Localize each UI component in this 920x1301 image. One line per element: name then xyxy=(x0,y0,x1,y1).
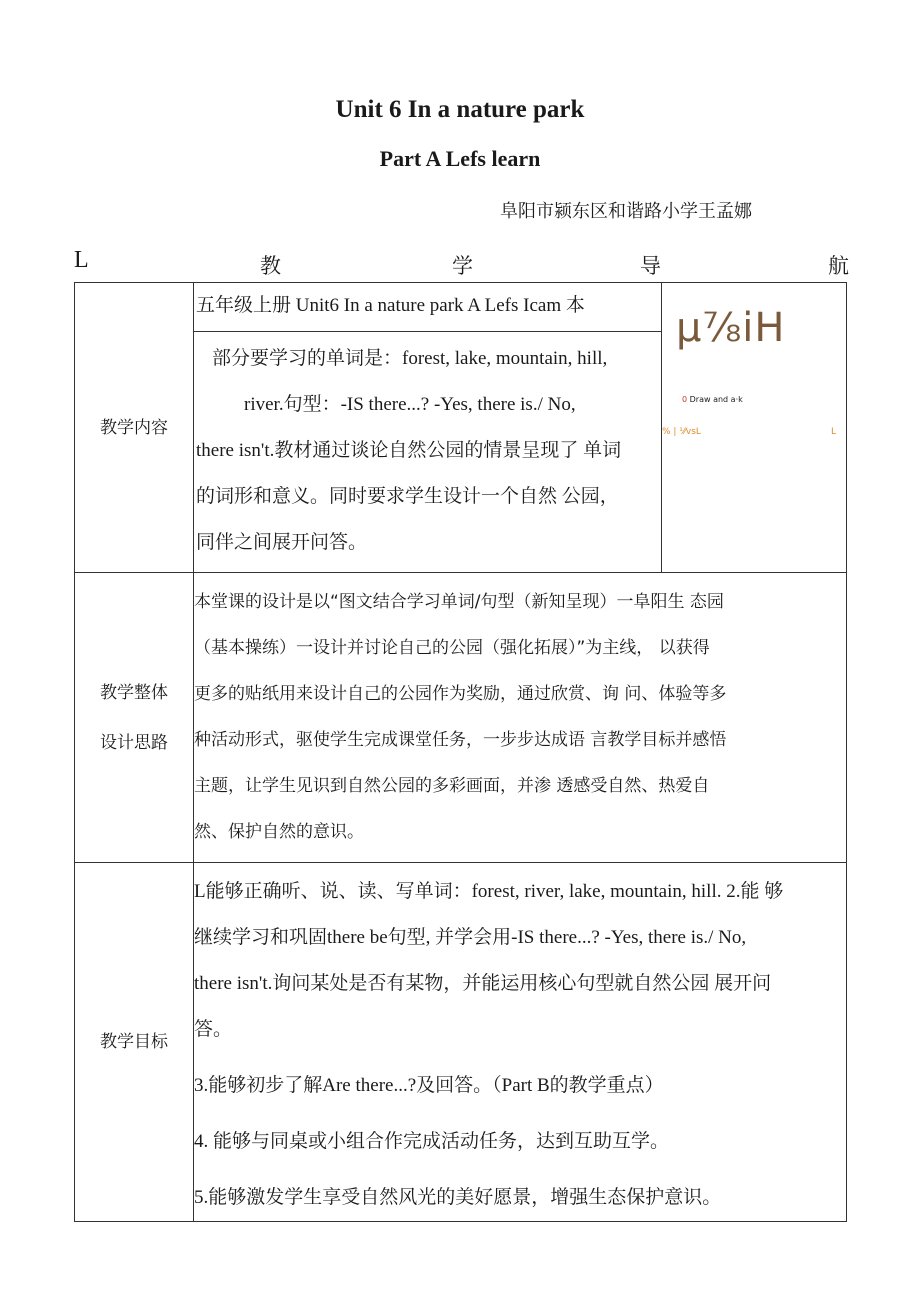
image-foot-left: % | ⅟⁄vsL xyxy=(662,427,701,437)
author-line: 阜阳市颍东区和谐路小学王孟娜 xyxy=(500,201,752,222)
goal-line: 继续学习和巩固there be句型, 并学会用-IS there...? -Yes, there is./ No, xyxy=(194,927,747,948)
page-title: Unit 6 In a nature park xyxy=(335,96,585,123)
goal-item-3: 3.能够初步了解Are there...?及回答。（Part B的教学重点） xyxy=(194,1075,664,1096)
row-label-goals: 教学目标 xyxy=(75,863,194,1222)
content-top-line: 五年级上册 Unit6 In a nature park A Lefs Icam 本 xyxy=(194,283,661,332)
design-line: 然、保护自然的意识。 xyxy=(194,822,364,842)
table-row-goals xyxy=(75,863,847,1222)
nav-mark: L xyxy=(74,247,89,273)
page-subtitle: Part A Lefs learn xyxy=(379,146,541,171)
table-row-design xyxy=(75,573,847,863)
design-line: 主题，让学生见识到自然公园的多彩画面，并渗 透感受自然、热爱自 xyxy=(194,776,710,796)
design-line: （基本操练）一设计并讨论自己的公园（强化拓展）”为主线， 以获得 xyxy=(194,638,710,658)
row-label-line: 教学整体 xyxy=(100,682,168,703)
goal-item-5: 5.能够激发学生享受自然风光的美好愿景，增强生态保护意识。 xyxy=(194,1187,722,1208)
content-line: 的词形和意义。同时要求学生设计一个自然 公园， xyxy=(196,486,619,507)
goal-line: L能够正确听、说、读、写单词：forest, river, lake, mountain, hill. 2.能 够 xyxy=(194,881,784,902)
bullet-icon: 0 xyxy=(682,395,688,404)
nav-char-3: 导 xyxy=(640,254,661,278)
nav-char-4: 航 xyxy=(828,254,849,278)
lesson-table xyxy=(74,282,847,1222)
content-cell xyxy=(194,283,662,573)
image-foot-right: L xyxy=(830,427,836,437)
image-title-text: µ⅞iH xyxy=(676,305,786,351)
content-line: 同伴之间展开问答。 xyxy=(196,532,368,553)
design-cell xyxy=(194,573,847,863)
textbook-image xyxy=(662,283,847,573)
nav-heading-row xyxy=(74,247,850,280)
content-body xyxy=(194,332,661,566)
design-line: 种活动形式，驱使学生完成课堂任务，一步步达成语 言教学目标并感悟 xyxy=(194,730,727,750)
row-label-design xyxy=(75,573,194,863)
row-label-content: 教学内容 xyxy=(75,283,194,573)
design-line: 更多的贴纸用来设计自己的公园作为奖励，通过欣赏、询 问、体验等多 xyxy=(194,684,727,704)
nav-char-2: 学 xyxy=(452,254,473,278)
content-line: river.句型：-IS there...? -Yes, there is./ No, xyxy=(244,394,576,415)
nav-char-1: 教 xyxy=(260,254,281,278)
goal-line: 答。 xyxy=(194,1019,233,1040)
design-line: 本堂课的设计是以“图文结合学习单词/句型（新知呈现）一阜阳生 态园 xyxy=(194,592,724,612)
goal-item-4: 4. 能够与同桌或小组合作完成活动任务，达到互助互学。 xyxy=(194,1131,670,1152)
row-label-line: 设计思路 xyxy=(100,732,168,753)
image-caption xyxy=(682,395,743,404)
image-caption-text: Draw and a·k xyxy=(689,395,743,404)
goal-line: there isn't.询问某处是否有某物，并能运用核心句型就自然公园 展开问 xyxy=(194,973,772,994)
goals-cell xyxy=(194,863,847,1222)
content-line: there isn't.教材通过谈论自然公园的情景呈现了 单词 xyxy=(196,440,622,461)
table-row-content xyxy=(75,283,847,573)
content-line: 部分要学习的单词是：forest, lake, mountain, hill, xyxy=(212,348,608,369)
